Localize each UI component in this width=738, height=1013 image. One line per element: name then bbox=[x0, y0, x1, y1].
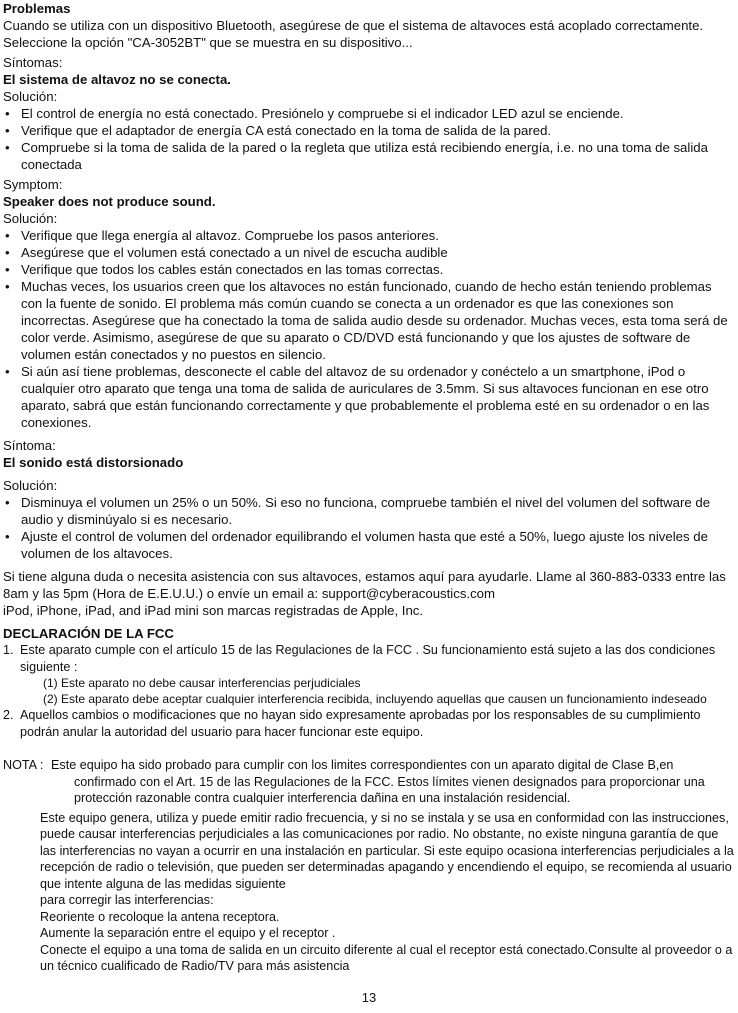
list-item: • Verifique que todos los cables están conectados en las tomas correctas. bbox=[3, 261, 735, 278]
list-item: • Ajuste el control de volumen del ordenador equilibrando el volumen hasta que esté a 50%, luego ajuste los niveles de volumen de los altavoces. bbox=[3, 528, 735, 562]
symptom-2-title: Speaker does not produce sound. bbox=[3, 194, 216, 209]
fcc-heading: DECLARACIÓN DE LA FCC bbox=[3, 626, 174, 641]
symptom-3-solution-label: Solución: bbox=[3, 478, 58, 493]
fcc-subcondition-1: (1) Este aparato no debe causar interferencias perjudiciales bbox=[43, 676, 361, 690]
list-item: • Muchas veces, los usuarios creen que los altavoces no están funcionado, cuando de hecho están teniendo problemas con la fuente de sonido. El problema más común cuando se conecta a un ordenador es que las conexiones son incorrectas. Asegúrese que ha conectado la toma de salida audio desde su ordenador. Muchas veces, esta toma será de color verde. Asimismo, asegúrese de que su aparato o CD/DVD está funcionando y que los ajustes de software de volumen están conectados y no puestos en silencio. bbox=[3, 278, 735, 363]
symptom-1-title: El sistema de altavoz no se conecta. bbox=[3, 72, 231, 87]
problems-heading: Problemas bbox=[3, 1, 71, 16]
list-item: • Verifique que llega energía al altavoz. Compruebe los pasos anteriores. bbox=[3, 227, 735, 244]
symptom-3-solution-list bbox=[3, 494, 735, 562]
list-item: • Si aún así tiene problemas, desconecte el cable del altavoz de su ordenador y conéctelo a un smartphone, iPod o cualquier otro aparato que tenga una toma de salida de auriculares de 3.5mm. Si sus altavoces funcionan en ese otro aparato, sabrá que están funcionando correctamente y que probablemente el problema esté en su ordenador o en las conexiones. bbox=[3, 363, 735, 431]
fcc-item-1-text: Este aparato cumple con el artículo 15 de las Regulaciones de la FCC . Su funcionamiento está sujeto a las dos condiciones siguiente : bbox=[20, 643, 716, 674]
fcc-note-continued: confirmado con el Art. 15 de las Regulaciones de la FCC. Estos límites vienen designados para proporcionar una protección razonable contra cualquier interferencia dañina en una instalación residencial. bbox=[74, 774, 705, 805]
fcc-item-2-text: Aquellos cambios o modificaciones que no hayan sido expresamente aprobadas por los responsables de su cumplimiento podrán anular la autoridad del usuario para hacer funcionar este equipo. bbox=[20, 708, 701, 739]
page-number: 13 bbox=[361, 990, 377, 1005]
fcc-conditions bbox=[3, 642, 735, 740]
symptom-1-solution-list bbox=[3, 105, 735, 173]
symptom-2-label: Symptom: bbox=[3, 177, 63, 192]
symptom-1-label: Síntomas: bbox=[3, 55, 63, 70]
fcc-interference-block bbox=[3, 810, 735, 975]
fcc-note-label: NOTA : bbox=[3, 758, 44, 772]
fcc-interference-paragraph: Este equipo genera, utiliza y puede emitir radio frecuencia, y si no se instala y se usa en conformidad con las instrucciones, puede causar interferencias perjudiciales a las comunicaciones por radio. No obstante, no existe ninguna garantía de que las interferencias no vayan a ocurrir en una instalación en particular. Si este equipo ocasiona interferencias perjudiciales a la recepción de radio o televisión, que pueden ser determinadas apagando y encendiendo el equipo, se recomienda al usuario que intente alguna de las medidas siguiente bbox=[40, 810, 734, 891]
fcc-note-first-line: Este equipo ha sido probado para cumplir con los limites correspondientes con un aparato digital de Clase B,en bbox=[51, 758, 674, 772]
problems-intro: Cuando se utiliza con un dispositivo Bluetooth, asegúrese de que el sistema de altavoces está acoplado correctamente. Seleccione la opción "CA-3052BT" que se muestra en su dispositivo... bbox=[3, 18, 704, 50]
fcc-item-2 bbox=[3, 707, 735, 740]
fcc-item-1 bbox=[3, 642, 735, 675]
fcc-note bbox=[3, 757, 735, 807]
fcc-measure-line: Reoriente o recoloque la antena receptora. bbox=[40, 909, 280, 924]
trademark-notice: iPod, iPhone, iPad, and iPad mini son marcas registradas de Apple, Inc. bbox=[3, 603, 424, 618]
fcc-measure-line: Conecte el equipo a una toma de salida en un circuito diferente al cual el receptor está conectado.Consulte al proveedor o a un técnico cualificado de Radio/TV para más asistencia bbox=[40, 942, 733, 973]
manual-page bbox=[3, 0, 735, 975]
fcc-item-1-number: 1. bbox=[3, 643, 14, 657]
symptom-2-solution-list bbox=[3, 227, 735, 431]
fcc-item-2-number: 2. bbox=[3, 708, 14, 722]
symptom-1-solution-label: Solución: bbox=[3, 89, 58, 104]
symptom-3-title: El sonido está distorsionado bbox=[3, 455, 184, 470]
list-item: • Asegúrese que el volumen está conectado a un nivel de escucha audible bbox=[3, 244, 735, 261]
fcc-measure-line: para corregir las interferencias: bbox=[40, 893, 214, 907]
list-item: • Verifique que el adaptador de energía CA está conectado en la toma de salida de la pared. bbox=[3, 122, 735, 139]
support-contact: Si tiene alguna duda o necesita asistencia con sus altavoces, estamos aquí para ayudarle. Llame al 360-883-0333 entre las 8am y las 5pm (Hora de E.E.U.U.) o envíe un email a: support@cyberacoustics.com bbox=[3, 569, 726, 601]
list-item: • Compruebe si la toma de salida de la pared o la regleta que utiliza está recibiendo energía, i.e. no una toma de salida conectada bbox=[3, 139, 735, 173]
list-item: • Disminuya el volumen un 25% o un 50%. Si eso no funciona, compruebe también el nivel del volumen del software de audio y disminúyalo si es necesario. bbox=[3, 494, 735, 528]
fcc-subcondition-2: (2) Este aparato debe aceptar cualquier interferencia recibida, incluyendo aquellas que causen un funcionamiento indeseado bbox=[43, 692, 707, 706]
symptom-2-solution-label: Solución: bbox=[3, 211, 58, 226]
list-item: • El control de energía no está conectado. Presiónelo y compruebe si el indicador LED azul se enciende. bbox=[3, 105, 735, 122]
symptom-3-label: Síntoma: bbox=[3, 438, 56, 453]
fcc-measure-line: Aumente la separación entre el equipo y el receptor . bbox=[40, 926, 336, 940]
